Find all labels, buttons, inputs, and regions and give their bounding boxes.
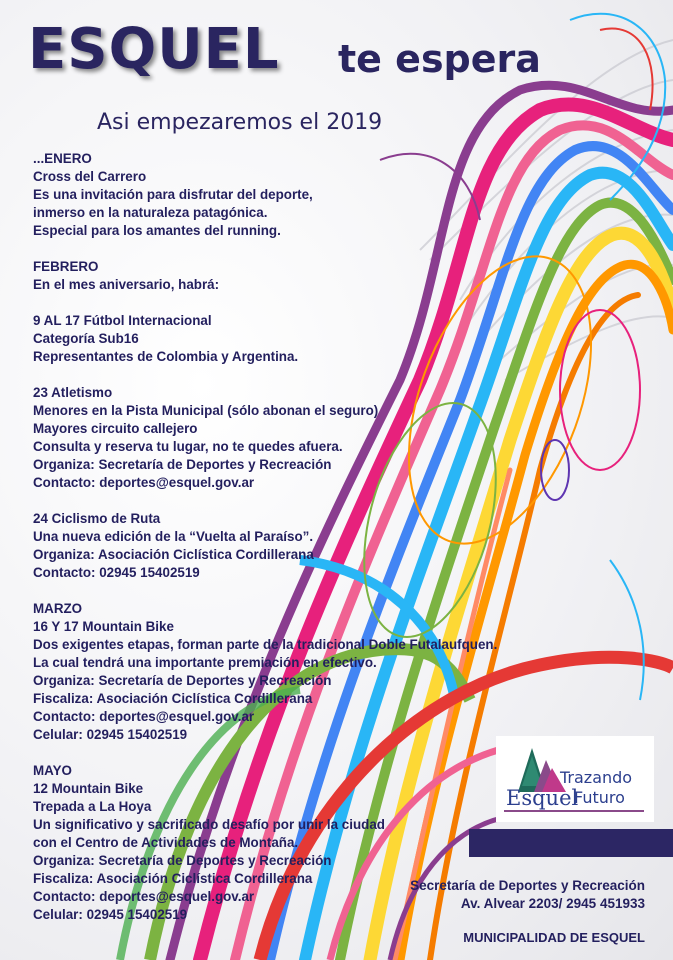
- schedule-line: Contacto: deportes@esquel.gov.ar: [33, 709, 255, 724]
- schedule-line: 9 AL 17 Fútbol Internacional: [33, 313, 212, 328]
- footer-office: Secretaría de Deportes y Recreación: [410, 878, 645, 893]
- schedule-line: Representantes de Colombia y Argentina.: [33, 349, 299, 364]
- schedule-line: En el mes aniversario, habrá:: [33, 277, 220, 292]
- schedule-line: Fiscaliza: Asociación Ciclística Cordillerana: [33, 871, 313, 886]
- schedule-line: Es una invitación para disfrutar del deporte,: [33, 187, 313, 202]
- schedule-line: Organiza: Secretaría de Deportes y Recreación: [33, 457, 332, 472]
- schedule-line: Contacto: deportes@esquel.gov.ar: [33, 475, 255, 490]
- schedule-line: con el Centro de Actividades de Montaña.: [33, 835, 299, 850]
- schedule-line: inmerso en la naturaleza patagónica.: [33, 205, 268, 220]
- spacer: [33, 240, 593, 258]
- spacer: [33, 294, 593, 312]
- schedule-line: Trepada a La Hoya: [33, 799, 152, 814]
- schedule-line: Organiza: Secretaría de Deportes y Recreación: [33, 673, 332, 688]
- schedule-line: 24 Ciclismo de Ruta: [33, 511, 161, 526]
- schedule-line: ...ENERO: [33, 151, 92, 166]
- schedule-line: Cross del Carrero: [33, 169, 147, 184]
- schedule-line: 23 Atletismo: [33, 385, 113, 400]
- logo-word-futuro: Futuro: [574, 788, 625, 807]
- schedule-line: MARZO: [33, 601, 83, 616]
- footer-address: Av. Alvear 2203/ 2945 451933: [460, 896, 645, 911]
- logo-underline: [504, 810, 644, 812]
- schedule-line: Dos exigentes etapas, forman parte de la tradicional Doble Futalaufquen.: [33, 637, 498, 652]
- schedule-line: Contacto: deportes@esquel.gov.ar: [33, 889, 255, 904]
- schedule-line: Organiza: Secretaría de Deportes y Recreación: [33, 853, 332, 868]
- schedule-line: Fiscaliza: Asociación Ciclística Cordillerana: [33, 691, 313, 706]
- schedule-line: Contacto: 02945 15402519: [33, 565, 200, 580]
- logo-word-esquel: Esquel: [506, 786, 579, 810]
- logo-word-trazando: Trazando: [560, 768, 633, 787]
- schedule-line: MAYO: [33, 763, 72, 778]
- schedule-line: 12 Mountain Bike: [33, 781, 144, 796]
- schedule-line: Un significativo y sacrificado desafío por unir la ciudad: [33, 817, 385, 832]
- schedule-line: Una nueva edición de la “Vuelta al Paraíso”.: [33, 529, 314, 544]
- spacer: [33, 582, 593, 600]
- footer-municipality: MUNICIPALIDAD DE ESQUEL: [463, 930, 645, 945]
- title-main: ESQUEL: [28, 17, 280, 82]
- trazando-futuro-logo: [496, 736, 654, 822]
- footer-office-block: [410, 877, 645, 913]
- spacer: [33, 366, 593, 384]
- subtitle: Asi empezaremos el 2019: [97, 110, 383, 135]
- schedule-line: Celular: 02945 15402519: [33, 727, 188, 742]
- title-suffix: te espera: [338, 37, 541, 81]
- schedule-line: Categoría Sub16: [33, 331, 139, 346]
- schedule-line: Organiza: Asociación Ciclística Cordillerana: [33, 547, 314, 562]
- schedule-line: La cual tendrá una importante premiación en efectivo.: [33, 655, 377, 670]
- schedule-line: Especial para los amantes del running.: [33, 223, 281, 238]
- schedule-line: Mayores circuito callejero: [33, 421, 198, 436]
- schedule-line: 16 Y 17 Mountain Bike: [33, 619, 174, 634]
- spacer: [33, 492, 593, 510]
- schedule-line: Menores en la Pista Municipal (sólo abonan el seguro): [33, 403, 379, 418]
- schedule-line: Consulta y reserva tu lugar, no te quedes afuera.: [33, 439, 343, 454]
- schedule-line: FEBRERO: [33, 259, 99, 274]
- footer-bar: [469, 829, 673, 857]
- schedule-line: Celular: 02945 15402519: [33, 907, 188, 922]
